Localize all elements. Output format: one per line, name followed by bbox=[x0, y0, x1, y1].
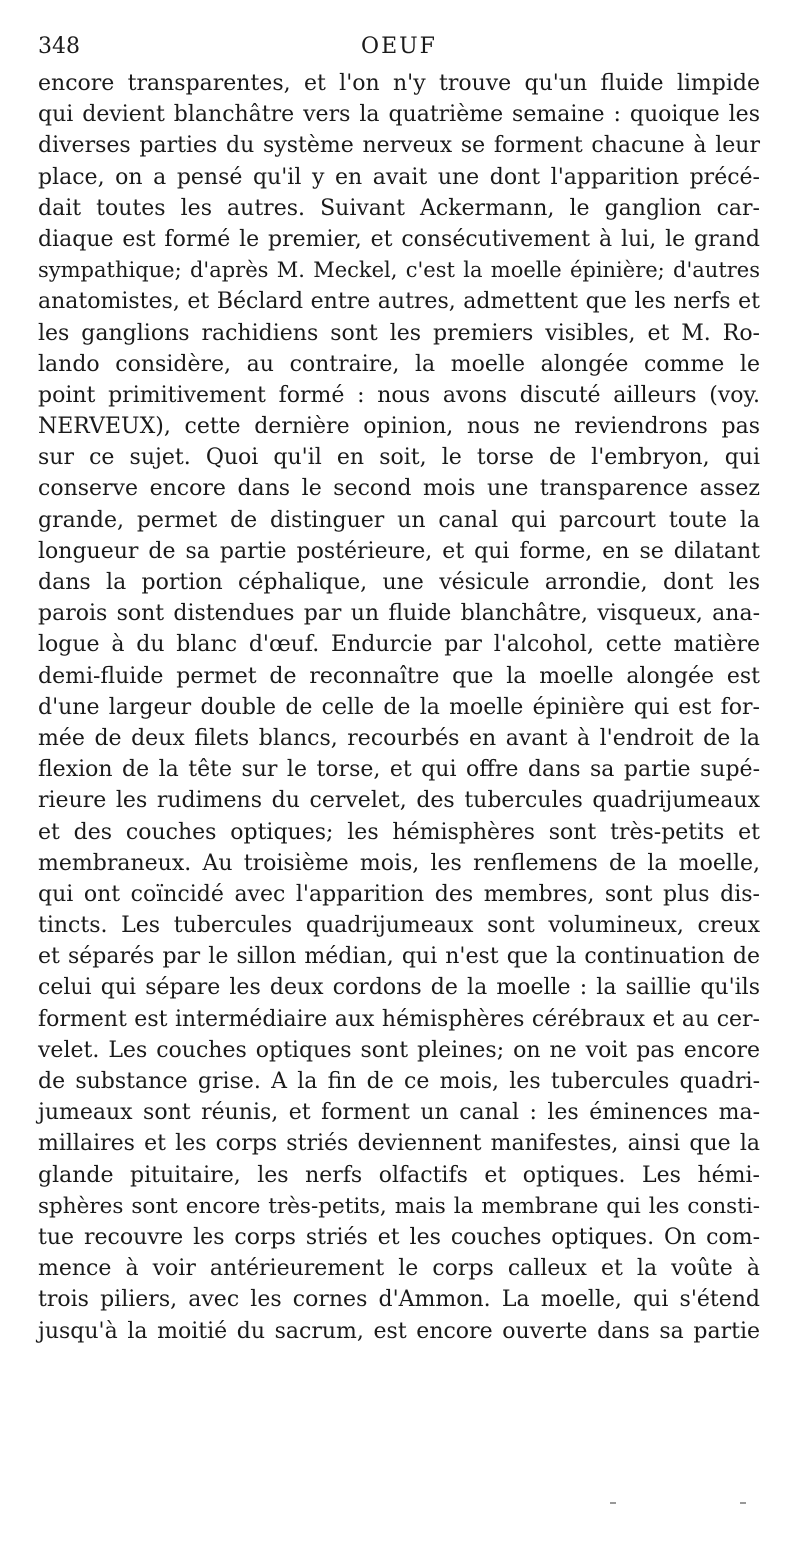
text-line: diverses parties du système nerveux se forment chacune à leur bbox=[38, 133, 760, 159]
book-page bbox=[38, 34, 760, 1347]
text-line: mée de deux filets blancs, recourbés en avant à l'endroit de la bbox=[38, 725, 760, 751]
text-line: jusqu'à la moitié du sacrum, est encore ouverte dans sa partie bbox=[38, 1318, 760, 1344]
text-line: demi-fluide permet de reconnaître que la moelle alongée est bbox=[38, 663, 760, 689]
text-line: lando considère, au contraire, la moelle alongée comme le bbox=[38, 351, 760, 377]
text-line: et des couches optiques; les hémisphères sont très-petits et bbox=[38, 819, 760, 845]
text-line: dans la portion céphalique, une vésicule arrondie, dont les bbox=[38, 570, 760, 595]
text-line: trois piliers, avec les cornes d'Ammon. La moelle, qui s'étend bbox=[38, 1287, 760, 1313]
text-line: forment est intermédiaire aux hémisphères cérébraux et au cer- bbox=[38, 1006, 760, 1032]
text-line: diaque est formé le premier, et consécutivement à lui, le grand bbox=[38, 226, 760, 252]
text-line: et séparés par le sillon médian, qui n'est que la continuation de bbox=[38, 944, 760, 970]
text-line: velet. Les couches optiques sont pleines; on ne voit pas encore bbox=[38, 1037, 760, 1063]
text-line: tincts. Les tubercules quadrijumeaux sont volumineux, creux bbox=[38, 913, 760, 939]
text-line: de substance grise. A la fin de ce mois, les tubercules quadri- bbox=[38, 1069, 760, 1094]
text-line: qui ont coïncidé avec l'apparition des membres, sont plus dis- bbox=[38, 881, 760, 907]
text-line: anatomistes, et Béclard entre autres, admettent que les nerfs et bbox=[38, 289, 760, 315]
text-line: rieure les rudimens du cervelet, des tubercules quadrijumeaux bbox=[38, 788, 760, 814]
page-number: 348 bbox=[38, 34, 80, 59]
text-line: jumeaux sont réunis, et forment un canal : les éminences ma- bbox=[38, 1100, 760, 1126]
text-line: sphères sont encore très-petits, mais la membrane qui les consti- bbox=[38, 1193, 760, 1219]
text-line: tue recouvre les corps striés et les couches optiques. On com- bbox=[38, 1224, 760, 1250]
running-title: OEUF bbox=[361, 34, 437, 59]
text-line: dait toutes les autres. Suivant Ackermann, le ganglion car- bbox=[38, 195, 760, 221]
text-line: sympathique; d'après M. Meckel, c'est la moelle épinière; d'autres bbox=[38, 258, 760, 283]
text-line: conserve encore dans le second mois une transparence assez bbox=[38, 476, 760, 502]
text-line: place, on a pensé qu'il y en avait une dont l'apparition précé- bbox=[38, 164, 760, 190]
text-line: glande pituitaire, les nerfs olfactifs et optiques. Les hémi- bbox=[38, 1162, 760, 1188]
text-line: celui qui sépare les deux cordons de la moelle : la saillie qu'ils bbox=[38, 975, 760, 1001]
text-line: millaires et les corps striés deviennent manifestes, ainsi que la bbox=[38, 1131, 760, 1157]
text-line: NERVEUX), cette dernière opinion, nous ne reviendrons pas bbox=[38, 414, 760, 440]
text-line: flexion de la tête sur le torse, et qui offre dans sa partie supé- bbox=[38, 757, 760, 783]
text-line: logue à du blanc d'œuf. Endurcie par l'alcohol, cette matière bbox=[38, 632, 760, 658]
text-line: parois sont distendues par un fluide blanchâtre, visqueux, ana- bbox=[38, 601, 760, 627]
text-line: longueur de sa partie postérieure, et qui forme, en se dilatant bbox=[38, 538, 760, 564]
text-line: grande, permet de distinguer un canal qui parcourt toute la bbox=[38, 507, 760, 533]
text-line: mence à voir antérieurement le corps calleux et la voûte à bbox=[38, 1256, 760, 1282]
text-line: qui devient blanchâtre vers la quatrième semaine : quoique les bbox=[38, 102, 760, 128]
body-text bbox=[38, 68, 760, 1347]
text-line: sur ce sujet. Quoi qu'il en soit, le torse de l'embryon, qui bbox=[38, 445, 760, 471]
page-header bbox=[38, 34, 760, 68]
paper-speck bbox=[740, 1502, 746, 1504]
text-line: encore transparentes, et l'on n'y trouve qu'un fluide limpide bbox=[38, 71, 760, 96]
paper-speck bbox=[610, 1502, 616, 1504]
text-line: d'une largeur double de celle de la moelle épinière qui est for- bbox=[38, 694, 760, 720]
text-line: point primitivement formé : nous avons discuté ailleurs (voy. bbox=[38, 382, 760, 408]
text-line: les ganglions rachidiens sont les premiers visibles, et M. Ro- bbox=[38, 320, 760, 346]
text-line: membraneux. Au troisième mois, les renflemens de la moelle, bbox=[38, 850, 760, 876]
